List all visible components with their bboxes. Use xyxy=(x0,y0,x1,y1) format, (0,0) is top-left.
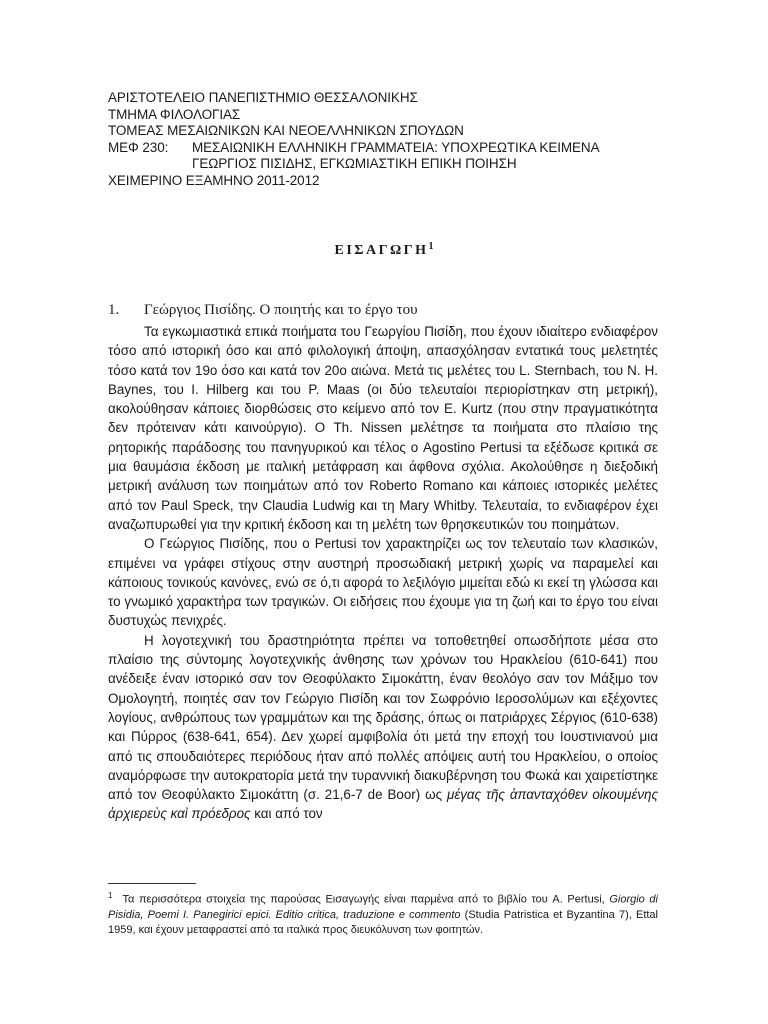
footnote-mark: 1 xyxy=(108,891,113,900)
university-name: ΑΡΙΣΤΟΤΕΛΕΙΟ ΠΑΝΕΠΙΣΤΗΜΙΟ ΘΕΣΣΑΛΟΝΙΚΗΣ xyxy=(108,90,418,105)
greek-quotation: μέγας τῆς ἁπανταχόθεν οἰκουμένης ἀρχιερεὺς καὶ πρόεδρος xyxy=(108,787,658,822)
document-header xyxy=(108,90,599,189)
footnote-book-title: Giorgio di Pisidia, Poemi I. Panegirici epici. Editio critica, traduzione e commento xyxy=(108,893,658,921)
course-line xyxy=(108,140,599,157)
section-heading xyxy=(108,302,658,319)
intro-heading: ΕΙΣΑΓΩΓΗ xyxy=(334,243,429,258)
footnote xyxy=(108,888,658,938)
department-name: ΤΜΗΜΑ ΦΙΛΟΛΟΓΙΑΣ xyxy=(108,106,241,122)
semester: ΧΕΙΜΕΡΙΝΟ ΕΞΑΜΗΝΟ 2011-2012 xyxy=(108,172,320,188)
division-name: ΤΟΜΕΑΣ ΜΕΣΑΙΩΝΙΚΩΝ ΚΑΙ ΝΕΟΕΛΛΗΝΙΚΩΝ ΣΠΟΥΔΩΝ xyxy=(108,123,464,138)
course-code: ΜΕΦ 230: xyxy=(108,139,169,155)
body-text xyxy=(108,322,658,824)
paragraph-3-text: Η λογοτεχνική του δραστηριότητα πρέπει να τοποθετηθεί οπωσδήποτε μέσα στο πλαίσιο της σύντομης λογοτεχνικής άνθησης των χρόνων του Ηρακλείου (610-641) που ανέδειξε έναν ιστορικό σαν τον Θεοφύλακτο Σιμοκάττη, έναν θεολόγο σαν τον Μάξιμο τον Ομολογητή, ποιητές σαν τον Γεώργιο Πισίδη και τον Σωφρόνιο Ιεροσολύμων και εξέχοντες λογίους, ανθρώπους των γραμμάτων και της δράσης, όπως οι πατριάρχες Σέργιος (610-638) και Πύρρος (638-641, 654). Δεν χωρεί αμφιβολία ότι μετά την εποχή του Ιουστινιανού μια από τις σπουδαιότερες περιόδους ήταν από πολλές απόψεις αυτή του Ηρακλείου, ο οποίος αναμόρφωσε την αυτοκρατορία μετά την τυραννική διακυβέρνηση του Φωκά και χαιρετίστηκε από τον Θεοφύλακτο Σιμοκάττη (σ. 21,6-7 de Boor) ως xyxy=(108,632,658,803)
section-title: Γεώργιος Πισίδης. Ο ποιητής και το έργο του xyxy=(144,302,418,318)
section-number: 1. xyxy=(108,302,120,318)
footnote-text-b: (Studia Patristica et Byzantina 7), Ettal 1959, και έχουν μεταφραστεί από τα ιταλικά προς διευκόλυνση των φοιτητών. xyxy=(108,908,658,936)
paragraph-3-end: και από τον xyxy=(250,806,323,822)
course-subtitle: ΓΕΩΡΓΙΟΣ ΠΙΣΙΔΗΣ, ΕΓΚΩΜΙΑΣΤΙΚΗ ΕΠΙΚΗ ΠΟΙΗΣΗ xyxy=(192,156,517,171)
paragraph-1: Τα εγκωμιαστικά επικά ποιήματα του Γεωργίου Πισίδη, που έχουν ιδιαίτερο ενδιαφέρον τόσο από ιστορική όσο και από φιλολογική άποψη, απασχόλησαν εντατικά τους μελετητές τόσο κατά τον 19ο όσο και κατά τον 20ο αιώνα. Μετά τις μελέτες του L. Sternbach, του N. H. Baynes, του I. Hilberg και του P. Maas (οι δύο τελευταίοι περιορίστηκαν στη μετρική), ακολούθησαν κάποιες διορθώσεις στο κείμενο από τον E. Kurtz (που στην πραγματικότητα δεν πρότειναν κάτι καινούργιο). Ο Th. Nissen μελέτησε τα ποιήματα στο πλαίσιο της ρητορικής παράδοσης του πανηγυρικού και τέλος ο Agostino Pertusi τα εξέδωσε κριτικά σε μια θαυμάσια έκδοση με ιταλική μετάφραση και άφθονα σχόλια. Ακολούθησε η διεξοδική μετρική ανάλυση των ποιημάτων από τον Roberto Romano και κάποιες ιστορικές μελέτες από τον Paul Speck, την Claudia Ludwig και τη Mary Whitby. Τελευταία, το ενδιαφέρον έχει αναζωπυρωθεί για την κριτική έκδοση και τη μελέτη των θρησκευτικών του ποιημάτων. xyxy=(108,324,658,532)
course-title: ΜΕΣΑΙΩΝΙΚΗ ΕΛΛΗΝΙΚΗ ΓΡΑΜΜΑΤΕΙΑ: ΥΠΟΧΡΕΩΤΙΚΑ ΚΕΙΜΕΝΑ xyxy=(192,139,600,155)
paragraph-2: Ο Γεώργιος Πισίδης, που ο Pertusi τον χαρακτηρίζει ως τον τελευταίο των κλασικών, επιμένει να γράφει στίχους στην αυστηρή προσωδιακή μετρική χωρίς να παραμελεί και κάποιους τονικούς κανόνες, ενώ σε ό,τι αφορά το λεξιλόγιο μιμείται εδώ κι εκεί τη γλώσσα και το γνωμικό χαρακτήρα των τραγικών. Οι ειδήσεις που έχουμε για τη ζωή και το έργο του είναι δυστυχώς πενιχρές. xyxy=(108,536,658,629)
footnote-reference: 1 xyxy=(428,241,434,252)
paragraph-3 xyxy=(108,631,658,824)
page-title xyxy=(0,243,768,259)
footnote-text-a: Τα περισσότερα στοιχεία της παρούσας Εισαγωγής είναι παρμένα από το βιβλίο του A. Pertusi, xyxy=(122,893,610,906)
footnote-divider xyxy=(108,883,196,884)
